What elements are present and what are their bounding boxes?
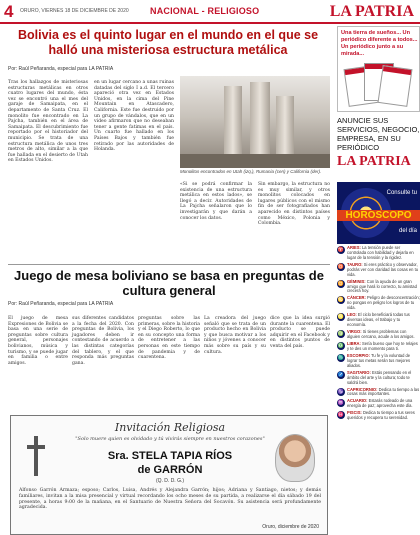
article2-column-2: sus diferentes candidatos a la fecha del 2020. Con preguntas de Bolivia, los jugadores deben ir contestando de acuerdo a las distintas categorías del tablero, y el que responda más preguntas gana. <box>72 316 134 366</box>
gemini-icon: ♊ <box>337 280 345 287</box>
cross-icon <box>25 436 47 476</box>
right-sidebar <box>337 26 420 513</box>
libra-icon: ♎ <box>337 342 345 349</box>
horoscope-sign: ♌ LEO: El ciclo beneficiará todas tus diversas ideas, el trabajo y tu economía. <box>337 312 410 328</box>
masthead-logo[interactable]: LA PATRIA <box>329 3 414 20</box>
invitation-body: Alfonso Garrón Armaza; esposo; Carlos, Luisa, Andrés y Alejandra Garrón; hijos; Adriana y Santiago, nietos; y demás familiares, invitan a la misa presencial y virtual recordando los ocho meses de su partida, a realizarse el día sábado 19 del presente, a horas 9:00 de la mañana, en el Santuario de Nuestra Señora del Socavón. Su asistencia será profundamente agradecida. <box>19 488 321 511</box>
main-content <box>0 26 333 530</box>
monolith-shape <box>276 96 294 156</box>
religious-invitation <box>10 415 328 535</box>
cancer-icon: ♋ <box>337 297 345 304</box>
horoscope-banner[interactable] <box>337 182 420 244</box>
article1-byline: Por: Raúl Peñaranda, especial para LA PATRIA <box>8 66 114 72</box>
article-divider <box>8 264 330 265</box>
horoscope-sign: ♐ SAGITARIO: Estás pensando en el ámbito del arte y la cultura; todo te saldrá bien. <box>337 369 412 385</box>
article1-column-4: Sin embargo, la estructura no es muy similar, y otros monolitos colocados en lugares públicos con el mismo fin de ser fotografiados han aparecido en distintos países como México, Polonia y Colombia. <box>258 182 330 227</box>
article2-headline[interactable]: Juego de mesa boliviano se basa en preguntas de cultura general <box>14 268 324 298</box>
virgo-icon: ♍ <box>337 331 345 338</box>
article1-column-1: Tras los hallazgos de misteriosas estructuras metálicas en otros cuatro lugares del mundo, ésta vez se encontró una el mes del garaje de Samaipata, en el departamento de Santa Cruz. El monolito fue encontrado en La Pajcha, también en el área de Samaipata. El descubrimiento fue reportado por el historiador del municipio. Se trata de una estructura metálica de unos tres metros de alto, similar a la que fue hallada en el desierto de Utah en Estados Unidos. <box>8 80 88 164</box>
horoscope-sign: ♒ ACUARIO: Estarás rodeado de una energía de paz; aprovecha este día. <box>337 398 413 409</box>
horoscope-sign: ♊ GÉMINIS: Con la ayuda de un gran amigo que hará lo correcto, tu amistad crecerá hoy. <box>337 278 417 294</box>
section-title: NACIONAL - RELIGIOSO <box>150 6 260 16</box>
page-header <box>0 0 420 24</box>
horoscope-list <box>337 246 420 423</box>
horoscope-subtitle: del día <box>398 228 417 234</box>
newspaper-ad-text: Una tierra de sueños... Un periódico diferente a todos... Un periódico junto a su mirada... <box>341 30 418 57</box>
horoscope-sign: ♍ VIRGO: Si tienes problemas con alguien cercano, acude a los amigos. <box>337 329 415 339</box>
advertise-ad[interactable] <box>337 116 420 180</box>
scorpio-icon: ♏ <box>337 354 345 361</box>
horoscope-sign: ♋ CÁNCER: Peligro de desconcentración; no pongas en peligro los logros de tu vida. <box>337 295 420 311</box>
article1-headline[interactable]: Bolivia es el quinto lugar en el mundo en el que se halló una misteriosa estructura metálica <box>17 28 319 57</box>
advertise-ad-brand: LA PATRIA <box>337 154 411 169</box>
article2-column-4: La creadora del juego señaló que se trata de un producto hecho en Bolivia y que busca motivar a los niños y jóvenes a conocer más sobre su país y su cultura. <box>204 316 266 355</box>
monolith-shape <box>250 82 270 156</box>
horoscope-sign: ♓ PISCIS: Dedica tu tiempo a tus seres queridos y recupera tu serenidad. <box>337 410 415 421</box>
invitation-title: Invitación Religiosa <box>114 421 226 434</box>
taurus-icon: ♉ <box>337 263 345 270</box>
page-date: ORURO, VIERNES 18 DE DICIEMBRE DE 2020 <box>20 8 129 14</box>
pisces-icon: ♓ <box>337 412 345 419</box>
advertise-ad-text: ANUNCIE SUS SERVICIOS, NEGOCIO, EMPRESA, EN SU PERIÓDICO <box>337 116 420 152</box>
capricorn-icon: ♑ <box>337 388 345 395</box>
article1-column-2: en un lugar cercano a unas ruinas datadas del siglo I a.d. El tercero apareció otra vez en Estados Unidos, en la cima del Pine Mountain en Atascadero, California. Este fue destruido por un grupo de vándalos, que en un video afirmaron que no deseaban tener a gente fatimas en el país. Un cuarto fue hallado en los Países Bajos y también fue retirado por las autoridades de Holanda. <box>94 80 174 153</box>
article1-column-3: «Si se podrá confirmar la existencia de una estructura metálica en estos lados», se llegó a decir. Autoridades de La Pajcha señalaron que lo investigarán y que darán a conocer los datos. <box>180 182 252 221</box>
deceased-surname: de GARRÓN <box>137 464 203 476</box>
invitation-signature: Oruro, diciembre de 2020 <box>262 524 319 530</box>
horoscope-kicker: Consulte tu <box>386 190 417 196</box>
horoscope-sign: ♑ CAPRICORNIO: Dedica tu tiempo a las cosas más importantes. <box>337 386 420 397</box>
sagittarius-icon: ♐ <box>337 371 345 378</box>
horoscope-sign: ♈ ARIES: La tensión puede ser controlada con habilidad y dejarla en lugar de la tensión y la rigidez. <box>337 245 414 260</box>
article2-column-1: El juego de mesa Expresiones de Bolivia se basa en una serie de preguntas sobre cultura general, personajes bolivianos, música y turismo, y se puede jugar en familia o entre amigos. <box>8 316 68 366</box>
article2-column-3: preguntas sobre las primeras, sobre la historia y el Diego Roberto, lo que en su concepto una forma de entretener a las personas en este tiempo de pandemia y de cuarentena. <box>138 316 200 361</box>
horoscope-sign: ♏ ESCORPIO: Tu fe y la voluntad de lograr tus metas serán tus mejores aliados. <box>337 352 411 368</box>
invitation-quote: "Solo muere quien es olvidado y tú vivirás siempre en nuestros corazones" <box>75 436 265 442</box>
deceased-name: Sra. STELA TAPIA RÍOS <box>107 450 233 462</box>
aquarius-icon: ♒ <box>337 400 345 407</box>
rip-abbreviation: (Q. D. D. G.) <box>155 478 185 484</box>
monolith-shape <box>224 86 242 156</box>
newspaper-ad[interactable] <box>337 26 420 112</box>
newspapers-icon <box>346 61 412 107</box>
monoliths-photo <box>180 76 330 168</box>
photo-caption: Monolitos encontrados en Utah (izq.), Rumania (cen) y California (der). <box>180 169 322 174</box>
page-number: 4 <box>4 2 14 21</box>
leo-icon: ♌ <box>337 314 345 321</box>
horoscope-title: HOROSCOPO <box>337 210 420 221</box>
horoscope-sign: ♎ LIBRA: Sería bueno que hoy te relajes y te des un momento para ti. <box>337 340 418 351</box>
aries-icon: ♈ <box>337 247 345 253</box>
newspaper-icon <box>378 65 413 107</box>
article2-byline: Por: Raúl Peñaranda, especial para LA PATRIA <box>8 301 114 307</box>
photo-ground <box>180 154 330 168</box>
article2-column-5: dice que la idea surgió durante la cuarentena. El producto se puede adquirir en el Facebook y en distintos puntos de venta del país. <box>270 316 330 349</box>
horoscope-sign: ♉ TAURO: Si eres práctico y observador, podrás ver con claridad las cosas en tu vida. <box>337 261 418 277</box>
